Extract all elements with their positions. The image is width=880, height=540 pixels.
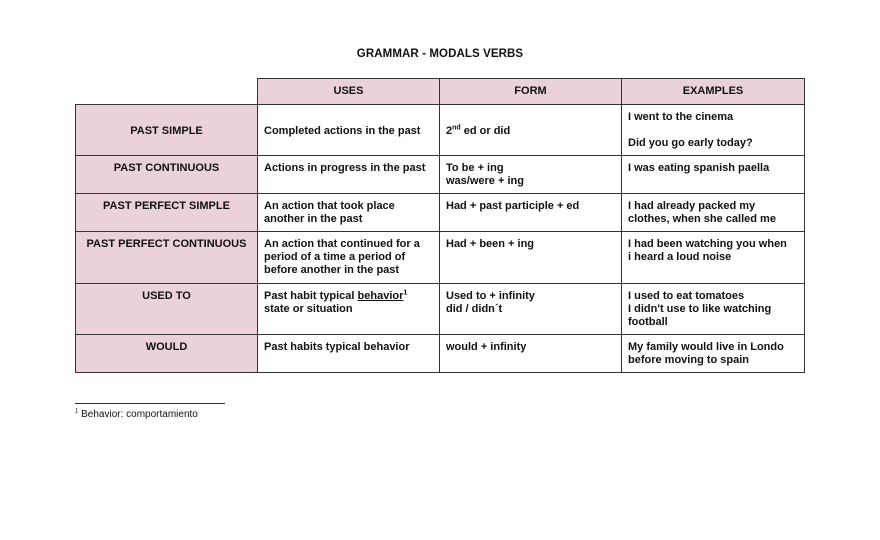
uses-text: Past habits typical behavior: [264, 341, 410, 353]
table-row: [76, 335, 805, 373]
column-header-examples: EXAMPLES: [622, 79, 805, 105]
form-line: would + infinity: [446, 341, 527, 353]
uses-cell: [258, 156, 440, 194]
table-header-row: [76, 79, 805, 105]
header-empty-cell: [76, 79, 258, 105]
examples-cell: [622, 284, 805, 335]
row-label-past-continuous: PAST CONTINUOUS: [76, 156, 258, 194]
examples-cell: [622, 105, 805, 156]
footnote-marker: 1: [403, 289, 408, 297]
uses-cell: [258, 284, 440, 335]
row-label-past-simple: PAST SIMPLE: [76, 105, 258, 156]
examples-cell: [622, 156, 805, 194]
footnote-number: 1: [75, 408, 79, 415]
uses-line: another in the past: [264, 213, 363, 225]
uses-cell: [258, 232, 440, 284]
table-row: [76, 105, 805, 156]
uses-text: Completed actions in the past: [264, 125, 421, 137]
example-line: I went to the cinema: [628, 111, 734, 123]
footnote: [75, 409, 198, 420]
form-cell: [440, 232, 622, 284]
uses-line: state or situation: [264, 303, 353, 315]
example-line: I had already packed my: [628, 200, 756, 212]
form-cell: [440, 194, 622, 232]
example-line: My family would live in Londo: [628, 341, 784, 353]
form-line: Had + been + ing: [446, 238, 535, 250]
uses-line: before another in the past: [264, 264, 400, 276]
uses-text: Past habit typical: [264, 290, 358, 302]
form-line: did / didn´t: [446, 303, 503, 315]
form-number: 2: [446, 125, 453, 137]
form-line: Had + past participle + ed: [446, 200, 580, 212]
example-line: before moving to spain: [628, 354, 750, 366]
table-row: [76, 194, 805, 232]
example-line: Did you go early today?: [628, 137, 753, 149]
form-cell: [440, 156, 622, 194]
page-title: GRAMMAR - MODALS VERBS: [356, 48, 524, 60]
row-label-would: WOULD: [76, 335, 258, 373]
uses-line: [264, 290, 433, 303]
form-cell: [440, 105, 622, 156]
row-label-used-to: USED TO: [76, 284, 258, 335]
table-row: [76, 156, 805, 194]
row-label-past-perfect-continuous: PAST PERFECT CONTINUOUS: [76, 232, 258, 284]
examples-cell: [622, 232, 805, 284]
grammar-table: [75, 78, 805, 373]
row-label-past-perfect-simple: PAST PERFECT SIMPLE: [76, 194, 258, 232]
table-row: [76, 232, 805, 284]
form-cell: [440, 335, 622, 373]
form-line: Used to + infinity: [446, 290, 535, 302]
uses-cell: [258, 194, 440, 232]
example-line: I had been watching you when: [628, 238, 787, 250]
example-line: I didn't use to like watching: [628, 303, 772, 315]
examples-cell: [622, 335, 805, 373]
uses-line: An action that continued for a: [264, 238, 420, 250]
behavior-link: behavior: [357, 290, 404, 302]
form-text: ed or did: [460, 125, 511, 137]
form-cell: [440, 284, 622, 335]
example-line: clothes, when she called me: [628, 213, 776, 225]
footnote-divider: [75, 403, 225, 404]
form-ordinal: nd: [452, 124, 461, 132]
uses-line: period of a time a period of: [264, 251, 406, 263]
uses-cell: [258, 335, 440, 373]
uses-cell: [258, 105, 440, 156]
column-header-uses: USES: [258, 79, 440, 105]
footnote-text: Behavior: comportamiento: [78, 409, 198, 420]
column-header-form: FORM: [440, 79, 622, 105]
uses-line: An action that took place: [264, 200, 395, 212]
form-line: was/were + ing: [446, 175, 524, 187]
example-line: I was eating spanish paella: [628, 162, 770, 174]
table-row: [76, 284, 805, 335]
form-line: To be + ing: [446, 162, 504, 174]
uses-text: Actions in progress in the past: [264, 162, 426, 174]
example-line: i heard a loud noise: [628, 251, 732, 263]
example-line: I used to eat tomatoes: [628, 290, 745, 302]
examples-cell: [622, 194, 805, 232]
example-line: football: [628, 316, 668, 328]
